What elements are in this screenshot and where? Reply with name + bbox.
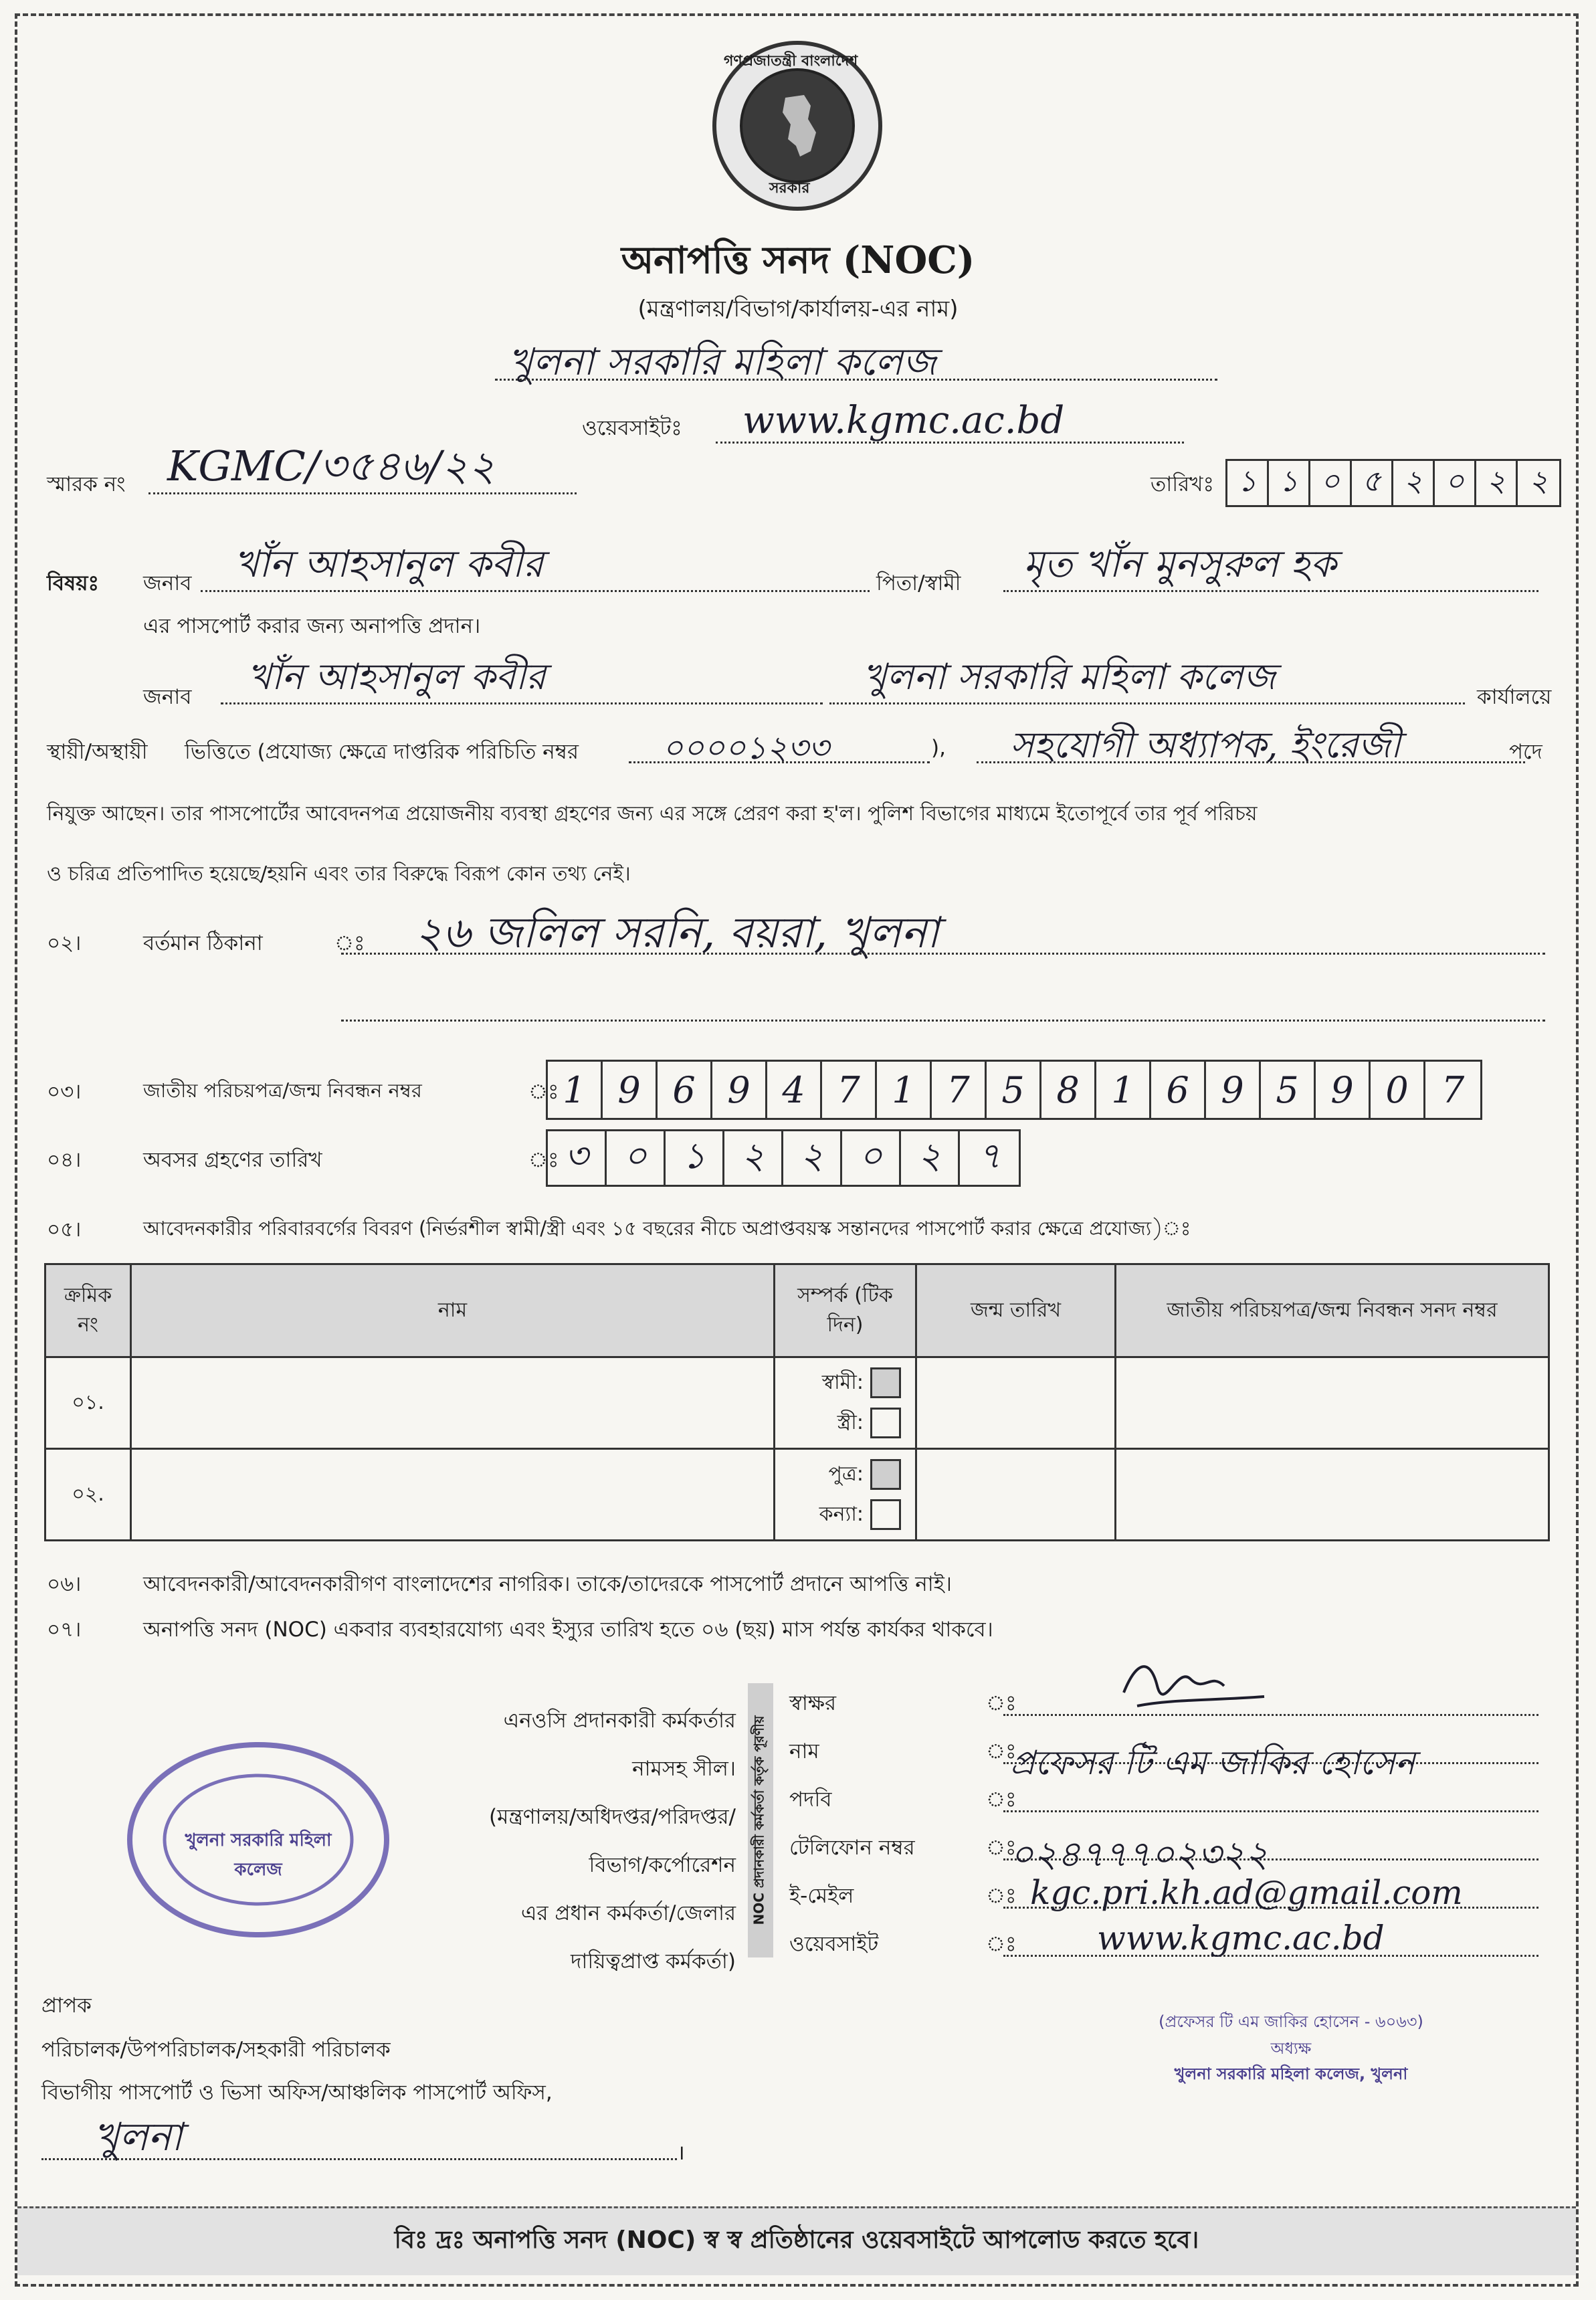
husband-checkbox[interactable]	[870, 1367, 901, 1398]
vertical-label: NOC প্রদানকারী কর্মকর্তা কর্তৃক পূরণীয়	[751, 1715, 767, 1925]
email-value: kgc.pri.kh.ad@gmail.com	[1030, 1873, 1463, 1912]
row-nid[interactable]	[1116, 1357, 1549, 1449]
nid-digit-box: 0	[1371, 1062, 1425, 1118]
colon: ঃ	[986, 1739, 1017, 1763]
header-nid: জাতীয় পরিচয়পত্র/জন্ম নিবন্ধন সনদ নম্বর	[1116, 1264, 1549, 1357]
header-dob: জন্ম তারিখ	[916, 1264, 1116, 1357]
website-line	[716, 442, 1184, 444]
retirement-digit-box: ৩	[548, 1131, 607, 1185]
parent-label: পিতা/স্বামী	[876, 571, 961, 595]
body-mr-label: জনাব	[143, 685, 192, 709]
issuer-line: এর প্রধান কর্মকর্তা/জেলার	[520, 1901, 736, 1925]
vertical-label-bar	[748, 1683, 773, 1957]
family-table	[44, 1263, 1550, 1541]
website-label: ওয়েবসাইটঃ	[582, 416, 682, 440]
item06-text: আবেদনকারী/আবেদনকারীগণ বাংলাদেশের নাগরিক। তাকে/তাদেরকে পাসপোর্ট প্রদানে আপত্তি নাই।	[143, 1572, 953, 1596]
row-relation	[775, 1449, 916, 1541]
recipient-city-line	[41, 2158, 677, 2160]
principal-stamp-line2: অধ্যক্ষ	[1270, 2039, 1312, 2058]
body-name: খাঁন আহসানুল কবীর	[247, 656, 546, 698]
nid-digit-box: 1	[1096, 1062, 1151, 1118]
phone-value: ০২৪৭৭৭০২৩২২	[1010, 1833, 1269, 1875]
header-relation: সম্পর্ক (টিক দিন)	[775, 1264, 916, 1357]
recipient-line2: বিভাগীয় পাসপোর্ট ও ভিসা অফিস/আঞ্চলিক পাসপোর্ট অফিস,	[41, 2081, 553, 2105]
subject-mr-label: জনাব	[143, 571, 192, 595]
address-value: ২৬ জলিল সরনি, বয়রা, খুলনা	[415, 908, 939, 958]
daughter-checkbox[interactable]	[870, 1499, 901, 1530]
emblem-bottom-text: সরকার	[769, 180, 810, 197]
date-digit-box: ২	[1528, 464, 1549, 498]
subject-label: বিষয়ঃ	[47, 571, 100, 595]
address-line-2	[341, 1020, 1545, 1022]
colon: ঃ	[986, 1691, 1017, 1715]
item02-num: ০২।	[47, 931, 82, 955]
recipient-city: খুলনা	[94, 2114, 183, 2160]
issuer-line: এনওসি প্রদানকারী কর্মকর্তার	[503, 1709, 736, 1733]
nid-digit-box: 5	[987, 1062, 1041, 1118]
nid-digit-box: 9	[603, 1062, 658, 1118]
principal-stamp-line1: (প্রফেসর টি এম জাকির হোসেন - ৬০৬৩)	[1159, 2012, 1423, 2031]
item04-colon: ঃ	[528, 1148, 559, 1172]
relation-husband-label: স্বামী:	[821, 1370, 864, 1394]
paren-close: ),	[931, 736, 946, 760]
nid-digit-box: 7	[932, 1062, 987, 1118]
parent-name: মৃত খাঁন মুনসুরুল হক	[1023, 543, 1336, 586]
official-id-line	[629, 761, 930, 763]
issuer-left-lines	[375, 1697, 736, 1986]
designation-label: পদবি	[789, 1788, 832, 1812]
date-boxes	[1225, 459, 1561, 507]
item03-num: ০৩।	[47, 1080, 82, 1104]
address-line-1	[341, 953, 1545, 955]
item02-colon: ঃ	[334, 931, 365, 955]
website-value: www.kgmc.ac.bd	[742, 399, 1065, 442]
row-dob[interactable]	[916, 1449, 1116, 1541]
permanent-temp: স্থায়ী/অস্থায়ী	[47, 740, 148, 764]
item05-num: ০৫।	[47, 1218, 82, 1242]
emblem-top-text: গণপ্রজাতন্ত্রী বাংলাদেশ	[724, 53, 858, 70]
recipient-label: প্রাপক	[41, 1994, 92, 2018]
nid-digit-box: 8	[1041, 1062, 1096, 1118]
issuer-website-value: www.kgmc.ac.bd	[1097, 1919, 1385, 1957]
son-checkbox[interactable]	[870, 1459, 901, 1490]
basis-text: ভিত্তিতে (প্রযোজ্য ক্ষেত্রে দাপ্তরিক পরিচিতি নম্বর	[185, 740, 579, 764]
applicant-name-line	[201, 590, 870, 592]
item05-text: আবেদনকারীর পরিবারবর্গের বিবরণ (নির্ভরশীল স্বামী/স্ত্রী এবং ১৫ বছরের নীচে অপ্রাপ্তবয়স্ক সন্তানদের পাসপোর্ট করার ক্ষেত্রে প্রযোজ্য)ঃ	[143, 1217, 1191, 1240]
retirement-digit-box: ২	[724, 1131, 783, 1185]
paragraph-line4: ও চরিত্র প্রতিপাদিত হয়েছে/হয়নি এবং তার বিরুদ্ধে বিরূপ কোন তথ্য নেই।	[47, 862, 631, 886]
retirement-digit-box: ০	[842, 1131, 901, 1185]
principal-stamp-line3: খুলনা সরকারি মহিলা কলেজ, খুলনা	[1174, 2065, 1408, 2083]
signature-label: স্বাক্ষর	[789, 1691, 837, 1715]
issuer-field-labels	[789, 1679, 915, 1968]
row-name[interactable]	[131, 1449, 775, 1541]
header-name: নাম	[131, 1264, 775, 1357]
issuer-line: দায়িত্বপ্রাপ্ত কর্মকর্তা)	[571, 1949, 736, 1974]
retirement-digit-box: ২	[783, 1131, 842, 1185]
relation-son-label: পুত্র:	[828, 1462, 864, 1486]
date-digit-box: ২	[1393, 461, 1435, 505]
colon: ঃ	[986, 1932, 1017, 1956]
nid-digit-box: 4	[767, 1062, 822, 1118]
designation-line	[977, 761, 1525, 763]
recipient-line1: পরিচালক/উপপরিচালক/সহকারী পরিচালক	[41, 2038, 391, 2062]
date-label: তারিখঃ	[1151, 472, 1215, 496]
nid-digit-box: 9	[712, 1062, 767, 1118]
date-digit-box: ২	[1476, 461, 1518, 505]
retirement-digit-box: ৭	[977, 1135, 1001, 1177]
row-relation	[775, 1357, 916, 1449]
phone-label: টেলিফোন নম্বর	[789, 1836, 915, 1860]
nid-digit-box: 9	[1206, 1062, 1261, 1118]
website-field-label: ওয়েবসাইট	[789, 1932, 879, 1956]
body-name-line	[221, 702, 823, 704]
date-digit-box: ১	[1227, 461, 1269, 505]
retirement-date-boxes	[546, 1129, 1021, 1187]
wife-checkbox[interactable]	[870, 1408, 901, 1438]
designation-field-line	[1003, 1810, 1538, 1812]
date-digit-box: ৫	[1352, 461, 1393, 505]
office-seal	[124, 1739, 392, 1940]
nid-digit-box: 6	[1151, 1062, 1206, 1118]
signature	[1110, 1652, 1284, 1726]
nid-digit-box: 7	[822, 1062, 877, 1118]
table-row	[45, 1357, 1549, 1449]
item04-label: অবসর গ্রহণের তারিখ	[143, 1148, 322, 1172]
signature-icon	[1110, 1652, 1284, 1726]
item04-num: ০৪।	[47, 1148, 82, 1172]
name-label: নাম	[789, 1739, 819, 1763]
item07-num: ০৭।	[47, 1618, 82, 1642]
colon: ঃ	[986, 1836, 1017, 1860]
seal-text: খুলনা সরকারি মহিলা কলেজ	[185, 1830, 332, 1880]
issuer-line: (মন্ত্রণালয়/অধিদপ্তর/পরিদপ্তর/	[489, 1805, 736, 1829]
body-institution: খুলনা সরকারি মহিলা কলেজ	[863, 656, 1276, 698]
office-name-line	[495, 379, 1217, 381]
issuer-line: বিভাগ/কর্পোরেশন	[589, 1853, 736, 1877]
colon: ঃ	[986, 1884, 1017, 1908]
nid-digit-box: 1	[877, 1062, 932, 1118]
colon: ঃ	[986, 1788, 1017, 1812]
parent-name-line	[1003, 590, 1538, 592]
nid-digit-box: 6	[658, 1062, 712, 1118]
item07-text: অনাপত্তি সনদ (NOC) একবার ব্যবহারযোগ্য এবং ইস্যুর তারিখ হতে ০৬ (ছয়) মাস পর্যন্ত কার্যকর থাকবে।	[143, 1618, 993, 1642]
paragraph-line3: নিযুক্ত আছেন। তার পাসপোর্টের আবেদনপত্র প্রয়োজনীয় ব্যবস্থা গ্রহণের জন্য এর সঙ্গে প্রেরণ করা হ'ল। পুলিশ বিভাগের মাধ্যমে ইতোপূর্বে তার পূর্ব পরিচয়	[47, 802, 1258, 826]
document-title: অনাপত্তি সনদ (NOC)	[621, 238, 975, 282]
nid-digit-box: 1	[548, 1062, 603, 1118]
retirement-digit-box: ১	[666, 1131, 724, 1185]
document-subtitle: (মন্ত্রণালয়/বিভাগ/কার্যালয়-এর নাম)	[637, 296, 959, 322]
memo-value: KGMC/৩৫৪৬/২২	[167, 442, 496, 490]
footer-note-bar	[17, 2206, 1576, 2275]
memo-label: স্মারক নং	[47, 472, 126, 496]
designation: সহযোগী অধ্যাপক, ইংরেজী	[1010, 724, 1401, 766]
relation-wife-label: স্ত্রী:	[837, 1410, 864, 1434]
item03-colon: ঃ	[528, 1080, 559, 1104]
relation-daughter-label: কন্যা:	[819, 1502, 864, 1526]
issuer-name-value: প্রফেসর টি এম জাকির হোসেন	[1010, 1743, 1415, 1782]
nid-boxes	[546, 1060, 1482, 1120]
table-row	[45, 1449, 1549, 1541]
date-digit-box: ০	[1310, 461, 1352, 505]
item03-label: জাতীয় পরিচয়পত্র/জন্ম নিবন্ধন নম্বর	[143, 1079, 422, 1102]
retirement-digit-box: ২	[901, 1131, 960, 1185]
post-suffix: পদে	[1509, 740, 1542, 764]
footer-note: বিঃ দ্রঃ অনাপত্তি সনদ (NOC) স্ব স্ব প্রতিষ্ঠানের ওয়েবসাইটে আপলোড করতে হবে।	[394, 2226, 1199, 2254]
retirement-digit-box: ০	[607, 1131, 666, 1185]
row-serial: ০২.	[45, 1449, 131, 1541]
row-dob[interactable]	[916, 1357, 1116, 1449]
family-table-header	[45, 1264, 1549, 1357]
row-nid[interactable]	[1116, 1449, 1549, 1541]
email-label: ই-মেইল	[789, 1884, 854, 1908]
office-name: খুলনা সরকারি মহিলা কলেজ	[508, 341, 936, 384]
recipient-end-mark: ।	[677, 2141, 685, 2165]
row-serial: ০১.	[45, 1357, 131, 1449]
issuer-field-colons	[986, 1679, 1017, 1968]
nid-digit-box: 5	[1261, 1062, 1316, 1118]
memo-line	[148, 492, 577, 494]
official-id: ০০০০১২৩৩	[662, 729, 829, 767]
date-digit-box: ০	[1435, 461, 1476, 505]
row-name[interactable]	[131, 1357, 775, 1449]
date-digit-box: ১	[1269, 461, 1310, 505]
item02-label: বর্তমান ঠিকানা	[143, 931, 263, 955]
subject-line2: এর পাসপোর্ট করার জন্য অনাপত্তি প্রদান।	[143, 614, 481, 638]
body-institution-line	[829, 702, 1465, 704]
nid-digit-box: 9	[1316, 1062, 1371, 1118]
applicant-name: খাঁন আহসানুল কবীর	[234, 543, 544, 586]
header-serial: ক্রমিক নং	[45, 1264, 131, 1357]
issuer-line: নামসহ সীল।	[632, 1757, 736, 1781]
item06-num: ০৬।	[47, 1572, 82, 1596]
office-suffix: কার্যালয়ে	[1477, 685, 1552, 709]
nid-digit-box: 7	[1441, 1068, 1465, 1111]
